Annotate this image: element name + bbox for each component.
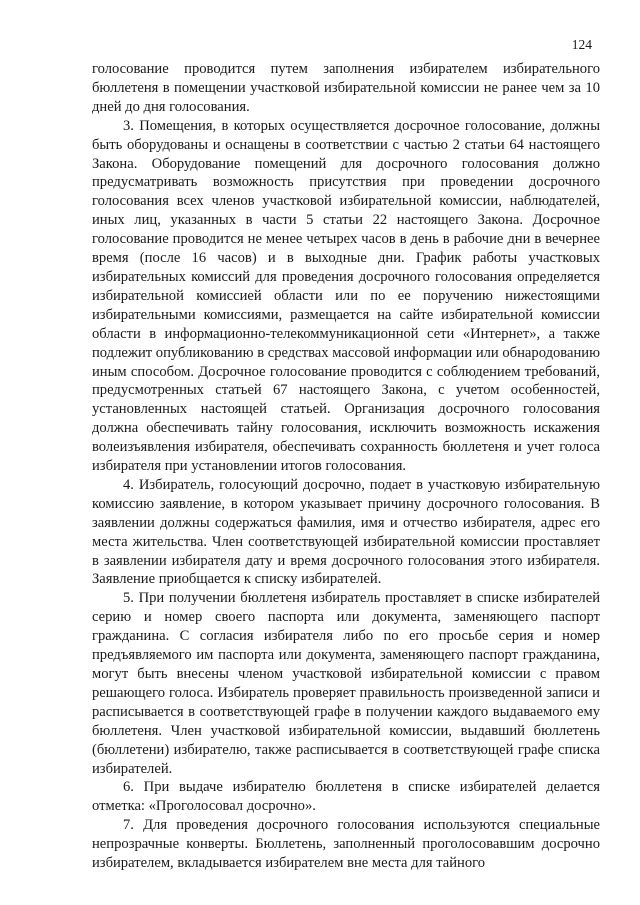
paragraph-item-6: 6. При выдаче избирателю бюллетеня в списке избирателей делается отметка: «Проголосовал досрочно».: [92, 779, 600, 815]
paragraph-item-4: 4. Избиратель, голосующий досрочно, подает в участковую избирательную комиссию заявление, в котором указывает причину досрочного голосования. В заявлении должны содержаться фамилия, имя и отчество избирателя, адрес его места жительства. Член соответствующей избирательной комиссии проставляет в заявлении избирателя дату и время досрочного голосования этого избирателя. Заявление приобщается к списку избирателей.: [92, 476, 600, 588]
paragraph-continuation: голосование проводится путем заполнения избирателем избирательного бюллетеня в помещении участковой избирательной комиссии не ранее чем за 10 дней до дня голосования.: [92, 61, 600, 115]
paragraph-item-7: 7. Для проведения досрочного голосования используются специальные непрозрачные конверты. Бюллетень, заполненный проголосовавшим досрочно избирателем, вкладывается избирателем вне места для тайного: [92, 817, 600, 872]
document-body: [92, 60, 600, 873]
paragraph-item-5: 5. При получении бюллетеня избиратель проставляет в списке избирателей серию и номер своего паспорта или документа, заменяющего паспорт гражданина. С согласия избирателя либо по его просьбе серия и номер предъявляемого им паспорта или документа, заменяющего паспорт гражданина, могут быть внесены членом участковой избирательной комиссии с правом решающего голоса. Избиратель проверяет правильность произведенной записи и расписывается в соответствующей графе в получении каждого выдаваемого ему бюллетеня. Член участковой избирательной комиссии, выдавший бюллетень (бюллетени) избирателю, также расписывается в соответствующей графе списка избирателей.: [92, 590, 600, 777]
paragraph-item-3: 3. Помещения, в которых осуществляется досрочное голосование, должны быть оборудованы и оснащены в соответствии с частью 2 статьи 64 настоящего Закона. Оборудование помещений для досрочного голосования должно предусматривать возможность присутствия при проведении досрочного голосования всех членов участковой избирательной комиссии, наблюдателей, иных лиц, указанных в части 5 статьи 22 настоящего Закона. Досрочное голосование проводится не менее четырех часов в день в рабочие дни в вечернее время (после 16 часов) и в выходные дни. График работы участковых избирательных комиссий для проведения досрочного голосования определяется избирательной комиссией области или по ее поручению нижестоящими избирательными комиссиями, размещается на сайте избирательной комиссии области в информационно-телекоммуникационной сети «Интернет», а также подлежит опубликованию в средствах массовой информации или обнародованию иным способом. Досрочное голосование проводится с соблюдением требований, предусмотренных статьей 67 настоящего Закона, с учетом особенностей, установленных настоящей статьей. Организация досрочного голосования должна обеспечивать тайну голосования, исключить возможность искажения волеизъявления избирателя, обеспечивать сохранность бюллетеня и учет голоса избирателя при установлении итогов голосования.: [92, 117, 600, 475]
page-number: 124: [571, 37, 592, 52]
